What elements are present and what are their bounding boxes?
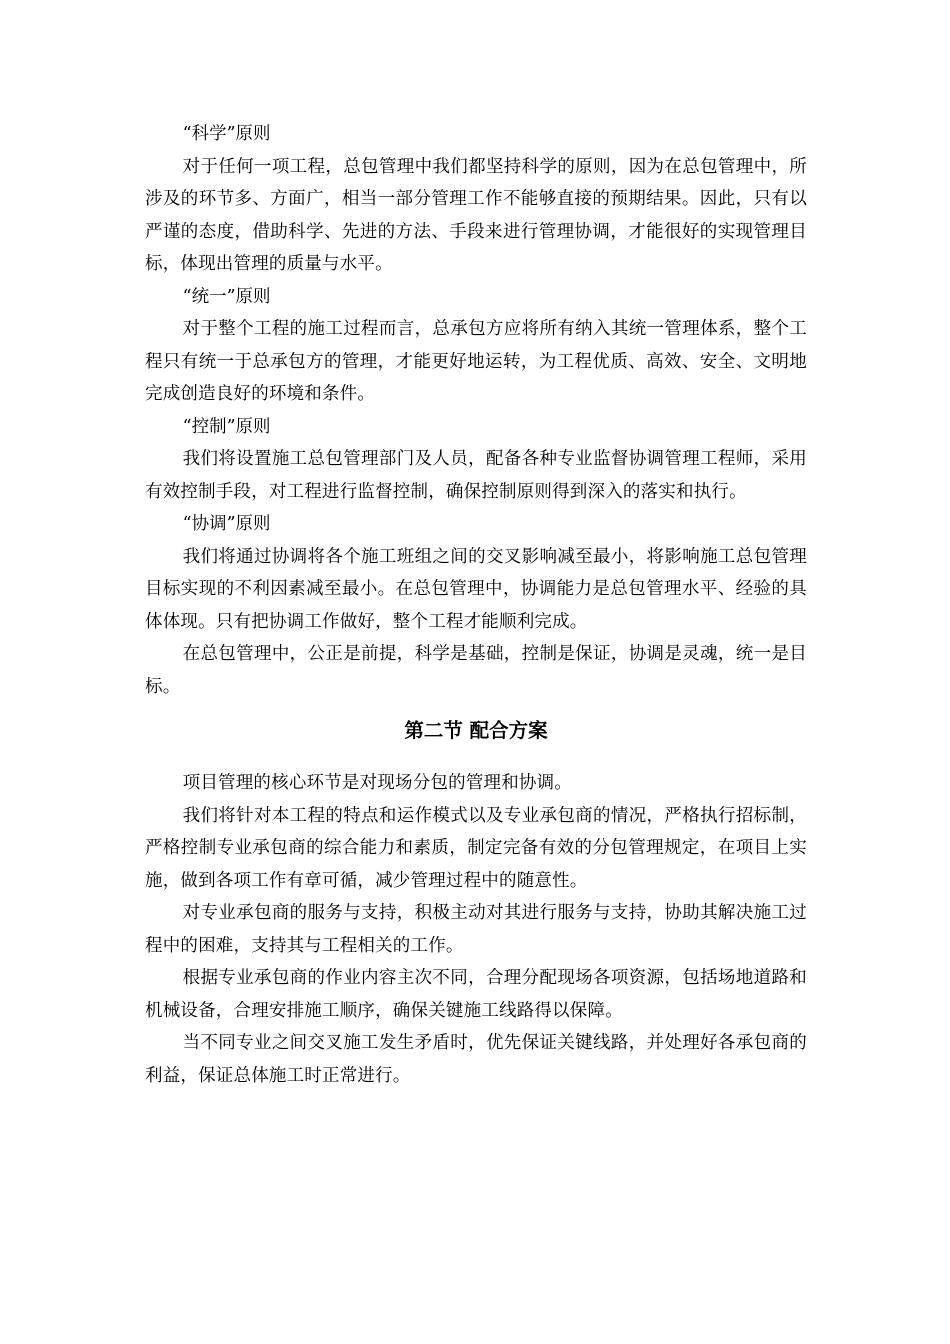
paragraph: 对专业承包商的服务与支持，积极主动对其进行服务与支持，协助其解决施工过程中的困难，支持其与工程相关的工作。 — [145, 903, 807, 956]
principle-heading-science: “科学”原则 — [182, 124, 271, 144]
principle-heading-coordination: “协调”原则 — [182, 514, 271, 534]
paragraph: 我们将通过协调将各个施工班组之间的交叉影响减至最小，将影响施工总包管理目标实现的不利因素减至最小。在总包管理中，协调能力是总包管理水平、经验的具体体现。只有把协调工作做好，整个工程才能顺利完成。 — [145, 546, 807, 632]
paragraph: 我们将设置施工总包管理部门及人员，配备各种专业监督协调管理工程师，采用有效控制手段，对工程进行监督控制，确保控制原则得到深入的落实和执行。 — [145, 449, 807, 502]
paragraph: 在总包管理中，公正是前提，科学是基础，控制是保证，协调是灵魂，统一是目标。 — [145, 644, 807, 697]
paragraph: 我们将针对本工程的特点和运作模式以及专业承包商的情况，严格执行招标制，严格控制专业承包商的综合能力和素质，制定完备有效的分包管理规定，在项目上实施，做到各项工作有章可循，减少管理过程中的随意性。 — [145, 805, 807, 891]
paragraph: 对于任何一项工程，总包管理中我们都坚持科学的原则，因为在总包管理中，所涉及的环节多、方面广，相当一部分管理工作不能够直接的预期结果。因此，只有以严谨的态度，借助科学、先进的方法、手段来进行管理协调，才能很好的实现管理目标，体现出管理的质量与水平。 — [145, 156, 807, 274]
paragraph: 根据专业承包商的作业内容主次不同，合理分配现场各项资源，包括场地道路和机械设备，合理安排施工顺序，确保关键施工线路得以保障。 — [145, 968, 807, 1021]
paragraph: 当不同专业之间交叉施工发生矛盾时，优先保证关键线路，并处理好各承包商的利益，保证总体施工时正常进行。 — [145, 1033, 807, 1086]
paragraph: 对于整个工程的施工过程而言，总承包方应将所有纳入其统一管理体系，整个工程只有统一于总承包方的管理，才能更好地运转，为工程优质、高效、安全、文明地完成创造良好的环境和条件。 — [145, 319, 807, 404]
section-title: 第二节 配合方案 — [404, 719, 548, 742]
paragraph: 项目管理的核心环节是对现场分包的管理和协调。 — [182, 773, 573, 793]
document-page — [145, 118, 807, 1092]
principle-heading-control: “控制”原则 — [182, 416, 271, 437]
principle-heading-unity: “统一”原则 — [182, 286, 271, 307]
